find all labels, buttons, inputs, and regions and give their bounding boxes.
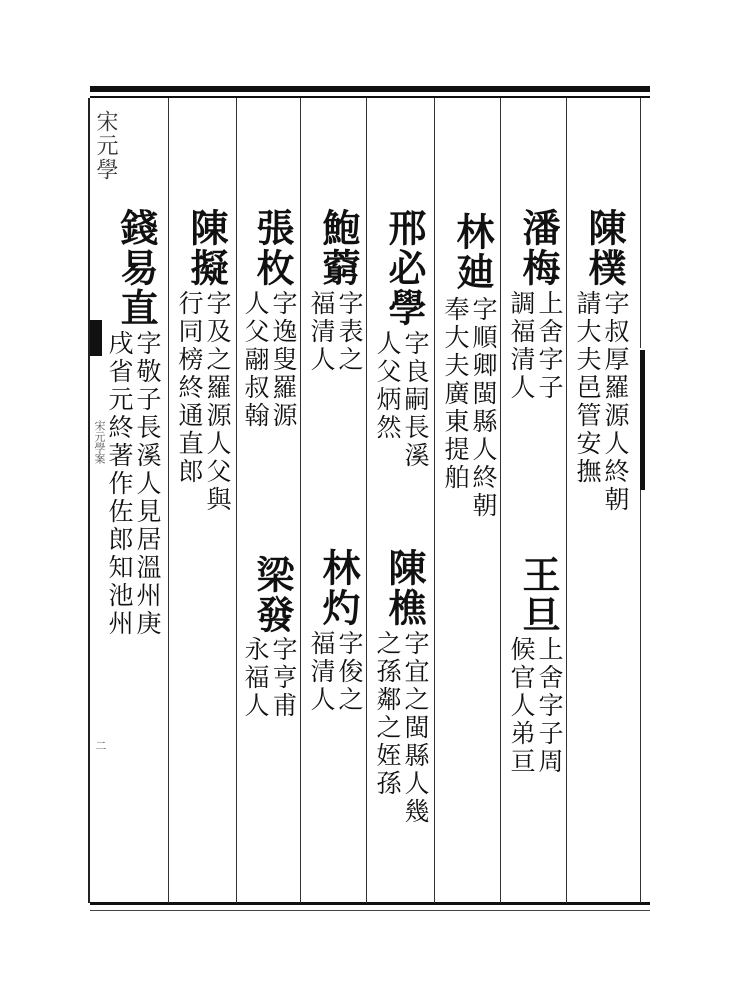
entry-note: 上舍字子 — [535, 290, 564, 402]
entry-note: 字敬子長溪人見居溫州庚 — [133, 330, 162, 638]
column-rule — [366, 98, 367, 903]
entry-name: 陳樵 — [382, 548, 427, 628]
column-rule — [236, 98, 237, 903]
column-rule — [640, 490, 641, 903]
entry-note: 字逸叟羅源 — [269, 290, 298, 430]
entry-note: 字順卿閩縣人終朝 — [469, 296, 498, 520]
entry-name: 王旦 — [516, 555, 561, 635]
column-rule — [500, 98, 501, 903]
entry-note: 字良嗣長溪 — [401, 330, 430, 470]
entry-name: 錢易直 — [114, 208, 159, 328]
entry-note: 字及之羅源人父與 — [203, 290, 232, 514]
entry-note: 候官人弟亘 — [507, 636, 536, 776]
entry-note: 字俊之 — [335, 630, 364, 714]
fold-fishtail-mark — [90, 320, 102, 356]
entry-note: 字表之 — [335, 290, 364, 374]
column-rule — [640, 98, 641, 348]
page-frame-top — [90, 86, 650, 92]
column-rule — [434, 98, 435, 903]
entry-name: 鮑藭 — [316, 208, 361, 288]
page-frame-bottom-inner — [90, 910, 650, 911]
entry-name: 邢必學 — [382, 208, 427, 328]
entry-name: 陳樸 — [582, 208, 627, 288]
entry-note: 調福清人 — [507, 290, 536, 402]
column-rule — [566, 98, 567, 903]
entry-note: 上舍字子周 — [535, 636, 564, 776]
entry-note: 奉大夫廣東提舶 — [441, 296, 470, 492]
entry-name: 陳擬 — [184, 208, 229, 288]
entry-note: 請大夫邑管安撫 — [573, 290, 602, 486]
column-rule — [300, 98, 301, 903]
fold-book-title: 宋元學案 — [93, 420, 106, 464]
entry-note: 福清人 — [307, 290, 336, 374]
entry-note: 行同榜終通直郎 — [175, 290, 204, 486]
entry-note: 字宜之閩縣人幾 — [401, 630, 430, 826]
column-rule — [168, 98, 169, 903]
entry-note: 人父炳然 — [373, 330, 402, 442]
entry-note: 字叔厚羅源人終朝 — [601, 290, 630, 514]
fold-top-label: 宋元學 — [93, 110, 118, 182]
entry-note: 永福人 — [241, 636, 270, 720]
entry-name: 潘梅 — [516, 208, 561, 288]
page-frame-right-edge — [640, 350, 645, 490]
entry-name: 張枚 — [250, 208, 295, 288]
entry-note: 福清人 — [307, 630, 336, 714]
entry-note: 之孫鄰之姪孫 — [373, 630, 402, 798]
entry-note: 人父翮叔翰 — [241, 290, 270, 430]
fold-line — [88, 98, 90, 903]
entry-name: 梁發 — [250, 555, 295, 635]
entry-name: 林廸 — [450, 212, 495, 292]
entry-note: 字亨甫 — [269, 636, 298, 720]
entry-name: 林灼 — [316, 548, 361, 628]
leaf-number: 二 — [94, 740, 107, 751]
entry-note: 戌省元終著作佐郎知池州 — [105, 330, 134, 638]
